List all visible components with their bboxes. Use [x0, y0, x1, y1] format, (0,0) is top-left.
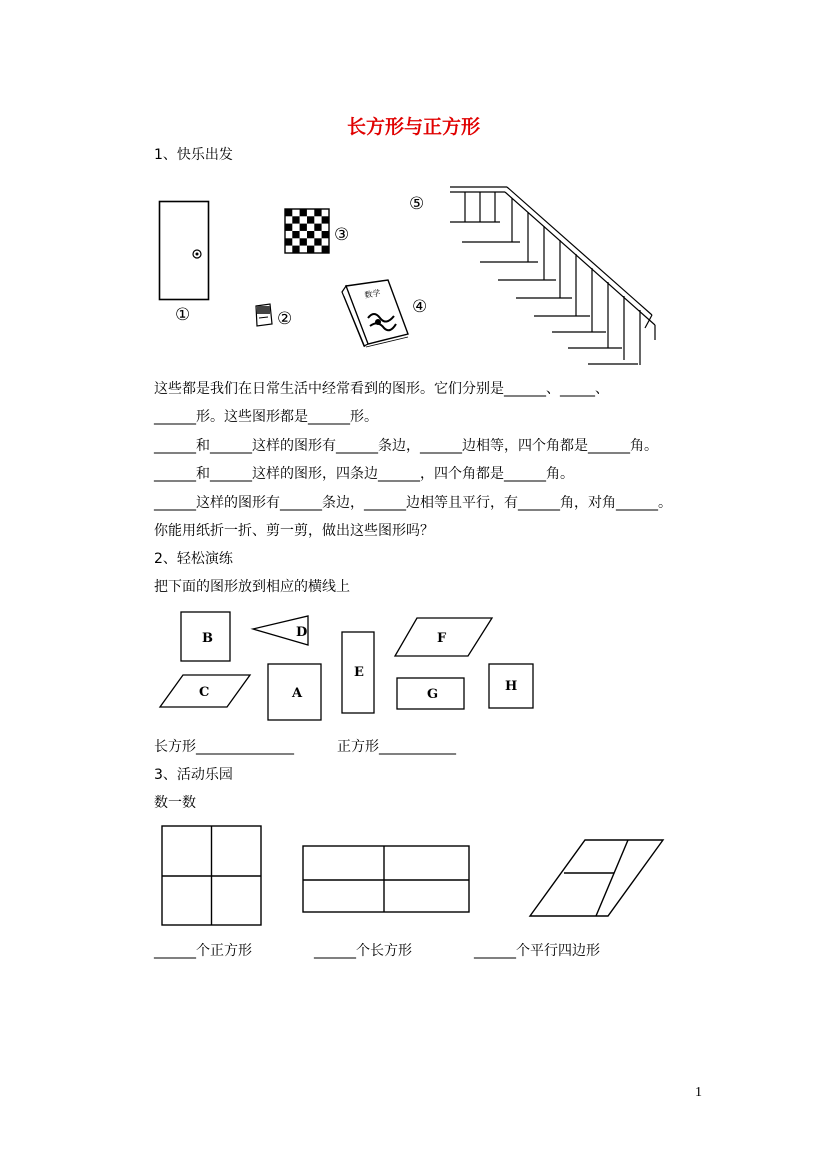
- text-line-5: ______这样的图形有______条边，______边相等且平行，有______角，对角______。: [154, 495, 672, 511]
- chessboard-picture: [285, 209, 335, 259]
- shape-label-h: H: [505, 679, 518, 694]
- book-number-label: ④: [412, 297, 428, 317]
- shape-label-g: G: [427, 687, 439, 702]
- shape-label-b: B: [202, 631, 213, 646]
- section-1-heading: 1、快乐出发: [154, 147, 233, 163]
- text-line-3: ______和______这样的图形有______条边，______边相等，四个角都是______角。: [154, 438, 658, 454]
- shapes-figure: [155, 605, 545, 730]
- figure-parallelogram-split: [530, 840, 663, 916]
- figure-rectangle-grid: [303, 846, 469, 912]
- chessboard-number-label: ③: [334, 225, 350, 245]
- answer-squares-count: ______个正方形: [154, 943, 252, 959]
- page-number: 1: [695, 1085, 702, 1100]
- answer-rectangles-count: ______个长方形: [314, 943, 412, 959]
- shape-label-a: A: [292, 686, 303, 701]
- shape-label-c: C: [199, 685, 210, 700]
- text-line-6: 你能用纸折一折、剪一剪，做出这些图形吗？: [154, 523, 434, 539]
- section-3-heading: 3、活动乐园: [154, 767, 233, 783]
- shape-label-d: D: [296, 625, 308, 640]
- stairs-picture: [440, 180, 665, 370]
- section-2-heading: 2、轻松演练: [154, 551, 233, 567]
- text-line-2: ______形。这些图形都是______形。: [154, 409, 378, 425]
- shape-label-e: E: [354, 665, 364, 680]
- answer-rectangle: 长方形______________: [154, 739, 294, 755]
- stairs-number-label: ⑤: [409, 194, 425, 214]
- door-number-label: ①: [175, 305, 191, 325]
- book-picture: [338, 278, 418, 348]
- page-title: 长方形与正方形: [346, 116, 480, 138]
- section-2-instruction: 把下面的图形放到相应的横线上: [154, 579, 350, 595]
- text-line-4: ______和______这样的图形，四条边______，四个角都是______角。: [154, 466, 574, 482]
- section-3-subheading: 数一数: [154, 795, 196, 811]
- shape-label-f: F: [437, 631, 447, 646]
- counting-figures: [160, 825, 670, 930]
- text-line-1: 这些都是我们在日常生活中经常看到的图形。它们分别是______、_____、: [154, 381, 609, 397]
- eraser-picture: [253, 302, 279, 330]
- answer-square: 正方形___________: [337, 739, 456, 755]
- eraser-number-label: ②: [277, 309, 293, 329]
- book-title: 数学: [363, 288, 382, 300]
- answer-parallelograms-count: ______个平行四边形: [474, 943, 600, 959]
